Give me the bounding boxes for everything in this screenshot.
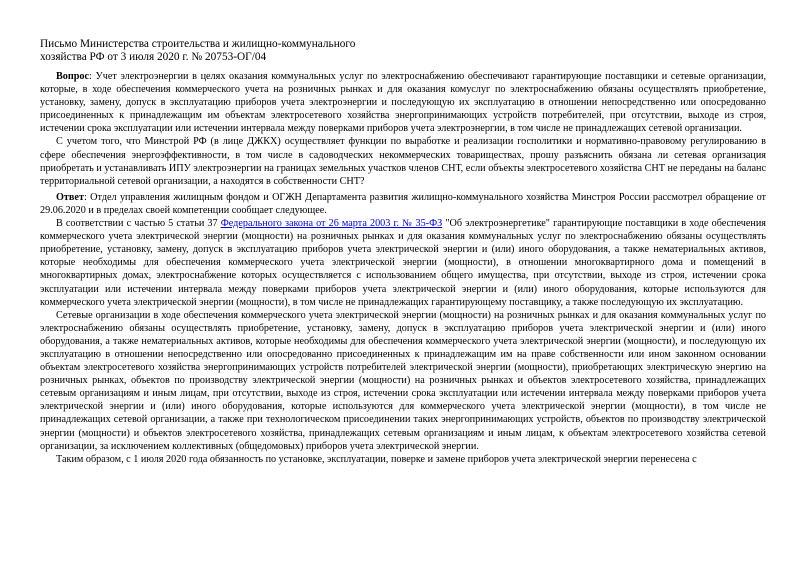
answer-label: Ответ bbox=[56, 191, 84, 203]
question-paragraph bbox=[40, 70, 766, 135]
question-text: : Учет электроэнергии в целях оказания коммунальных услуг по электроснабжению обеспечивают гарантирующие поставщики и сетевые организации, которые, в ходе обеспечения коммерческого учета на розничных рынках и для оказания комуслуг по электроснабжению обязаны осуществлять приобретение, установку, замену, допуск в эксплуатацию приборов учета электроэнергии и последующую их эксплуатацию в отношении непосредственно или опосредованно присоединенных к принадлежащим им объектам электросетевого хозяйства энергопринимающих устройств потребителей, при отсутствии, выходе из строя, истечении срока эксплуатации или истечении интервала между поверками приборов учета электроэнергии, в том числе не принадлежащих сетевой организации. bbox=[40, 71, 766, 135]
question-paragraph-2: С учетом того, что Минстрой РФ (в лице ДЖКХ) осуществляет функции по выработке и реализации госполитики и нормативно-правовому регулированию в сфере обеспечения энергоэффективности, в том числе в садоводческих некоммерческих товариществах, прошу разъяснить обязана ли сетевая организация приобретать и устанавливать ИПУ электроэнергии на границах земельных участков членов СНТ, если объекты электросетевого хозяйства СНТ не переданы на баланс территориальной сетевой организации, а находятся в собственности СНТ? bbox=[40, 136, 766, 187]
answer-text: : Отдел управления жилищным фондом и ОГЖН Департамента развития жилищно-коммунального хозяйства Минстроя России рассмотрел обращение от 29.06.2020 и в пределах своей компетенции сообщает следующее. bbox=[40, 191, 766, 216]
answer-paragraph bbox=[40, 191, 766, 217]
conclusion-paragraph: Таким образом, с 1 июля 2020 года обязанность по установке, эксплуатации, поверке и замене приборов учета электрической энергии перенесена с bbox=[56, 453, 697, 465]
federal-law-link[interactable]: Федерального закона от 26 марта 2003 г. № 35-ФЗ bbox=[220, 218, 443, 230]
law-reference-paragraph bbox=[40, 217, 766, 309]
document-title-line-1: Письмо Министерства строительства и жилищно-коммунального bbox=[40, 38, 356, 50]
document-header bbox=[40, 38, 460, 64]
document-title-line-2: хозяйства РФ от 3 июля 2020 г. № 20753-ОГ/04 bbox=[40, 51, 267, 63]
document-body bbox=[40, 70, 766, 466]
law-paragraph-intro: В соответствии с частью 5 статьи 37 bbox=[56, 218, 221, 230]
network-organizations-paragraph: Сетевые организации в ходе обеспечения коммерческого учета электрической энергии (мощности) на розничных рынках и для оказания коммунальных услуг по электроснабжению обязаны осуществлять приобретение, установку, замену, допуск в эксплуатацию приборов учета электрической энергии и (или) иного оборудования, а также нематериальных активов, которые необходимы для обеспечения коммерческого учета электрической энергии (мощности), и последующую их эксплуатацию в отношении непосредственно или опосредованно присоединенных к принадлежащим им на праве собственности или ином законном основании объектам электросетевого хозяйства энергопринимающих устройств потребителей электрической энергии (мощности), приобретающих электрическую энергию на розничных рынках, объектов по производству электрической энергии (мощности) на розничных рынках и объектов электросетевого хозяйства, принадлежащих сетевым организациям и иным лицам, при отсутствии, выходе из строя, истечении срока эксплуатации или истечении интервала между поверками приборов учета электрической энергии и (или) иного оборудования, которые используются для коммерческого учета электрической энергии (мощности), в том числе не принадлежащих сетевой организации, а также при технологическом присоединении таких энергопринимающих устройств, объектов по производству электрической энергии (мощности) и объектов электросетевого хозяйства, принадлежащих сетевым организациям и иным лицам, к объектам электросетевого хозяйства сетевой организации, за исключением коллективных (общедомовых) приборов учета электрической энергии. bbox=[40, 309, 766, 452]
question-label: Вопрос bbox=[56, 71, 90, 82]
law-paragraph-body: "Об электроэнергетике" гарантирующие поставщики в ходе обеспечения коммерческого учета электрической энергии (мощности) на розничных рынках и для оказания коммунальных услуг по электроснабжению обязаны осуществлять приобретение, установку, замену, допуск в эксплуатацию приборов учета электрической энергии и (или) иного оборудования, а также нематериальных активов, которые необходимы для обеспечения коммерческого учета электрической энергии (мощности), в отношении многоквартирного дома и помещений в многоквартирных домах, электроснабжение которых осуществляется с использованием общего имущества, при отсутствии, выходе из строя, истечении срока эксплуатации или истечении интервала между поверками приборов учета электрической энергии и (или) иного оборудования, которые используются для коммерческого учета электрической энергии (мощности), в том числе не принадлежащих гарантирующему поставщику, а также последующую их эксплуатацию. bbox=[40, 218, 766, 308]
